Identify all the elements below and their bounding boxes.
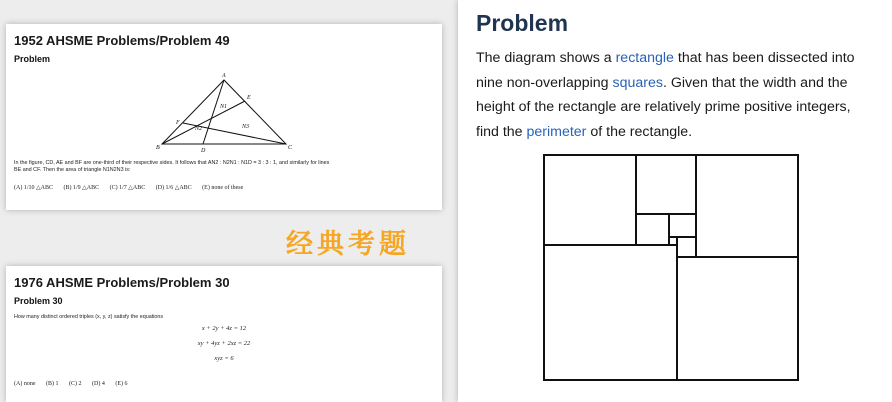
card-title: 1976 AHSME Problems/Problem 30	[14, 275, 230, 290]
option-c: (C) 1/7 △ABC	[109, 185, 146, 191]
text-segment: of the rectangle.	[586, 123, 693, 140]
triangle-figure	[6, 24, 442, 210]
answer-options	[14, 381, 137, 387]
option-a: (A) 1/10 △ABC	[14, 185, 53, 191]
label-n1: N1	[220, 104, 228, 110]
label-n3: N3	[242, 124, 250, 130]
label-c: C	[288, 145, 293, 151]
equation-3: xyz = 6	[214, 355, 234, 362]
label-d: D	[201, 148, 206, 154]
label-f: F	[176, 120, 180, 126]
problem-card-rectangle	[458, 0, 892, 402]
problem-card-1976	[6, 266, 442, 402]
label-e: E	[247, 95, 251, 101]
option-b: (B) 1/9 △ABC	[63, 185, 100, 191]
text-segment: that has been dissected into nine non-overlapping	[476, 50, 855, 91]
dissected-rectangle-diagram	[542, 153, 804, 385]
equation-2: xy + 4yz + 2xz = 22	[197, 340, 251, 347]
banner-text: 经典考题	[286, 229, 410, 260]
text-segment: The diagram shows a	[476, 50, 616, 66]
text-segment: . Given that the width and the height of the rectangle are relatively prime positive integers, find the	[476, 74, 851, 140]
problem-card-1952	[6, 24, 442, 210]
option-d: (D) 4	[92, 381, 105, 387]
answer-options	[14, 184, 252, 191]
option-e: (E) none of these	[202, 185, 244, 191]
card-title: 1952 AHSME Problems/Problem 49	[14, 33, 230, 48]
option-a: (A) none	[14, 381, 36, 387]
label-b: B	[156, 145, 160, 151]
card-subtitle: Problem 30	[14, 296, 63, 306]
link-perimeter[interactable]: perimeter	[526, 123, 587, 140]
option-d: (D) 1/6 △ABC	[155, 185, 192, 191]
problem-text-line1: In the figure, CD, AE and BF are one-third of their respective sides. It follows that AN2 : N2N1 : N1D = 3 : 3 : 1, and similarly for lines	[14, 160, 330, 166]
option-e: (E) 6	[115, 381, 128, 387]
link-squares[interactable]: squares	[612, 74, 663, 91]
problem-text-line2: BE and CF. Then the area of triangle N1N2N3 is:	[14, 167, 131, 173]
equation-1: x + 2y + 4z = 12	[201, 325, 247, 332]
label-n2: N2	[195, 126, 203, 132]
card-subtitle: Problem	[14, 54, 51, 64]
problem-text: How many distinct ordered triples (x, y, z) satisfy the equations	[14, 314, 164, 320]
link-rectangle[interactable]: rectangle	[615, 50, 674, 66]
option-b: (B) 1	[46, 381, 59, 387]
problem-title: Problem	[476, 10, 569, 36]
problem-paragraph	[476, 46, 876, 144]
label-a: A	[222, 73, 226, 79]
option-c: (C) 2	[69, 381, 82, 387]
